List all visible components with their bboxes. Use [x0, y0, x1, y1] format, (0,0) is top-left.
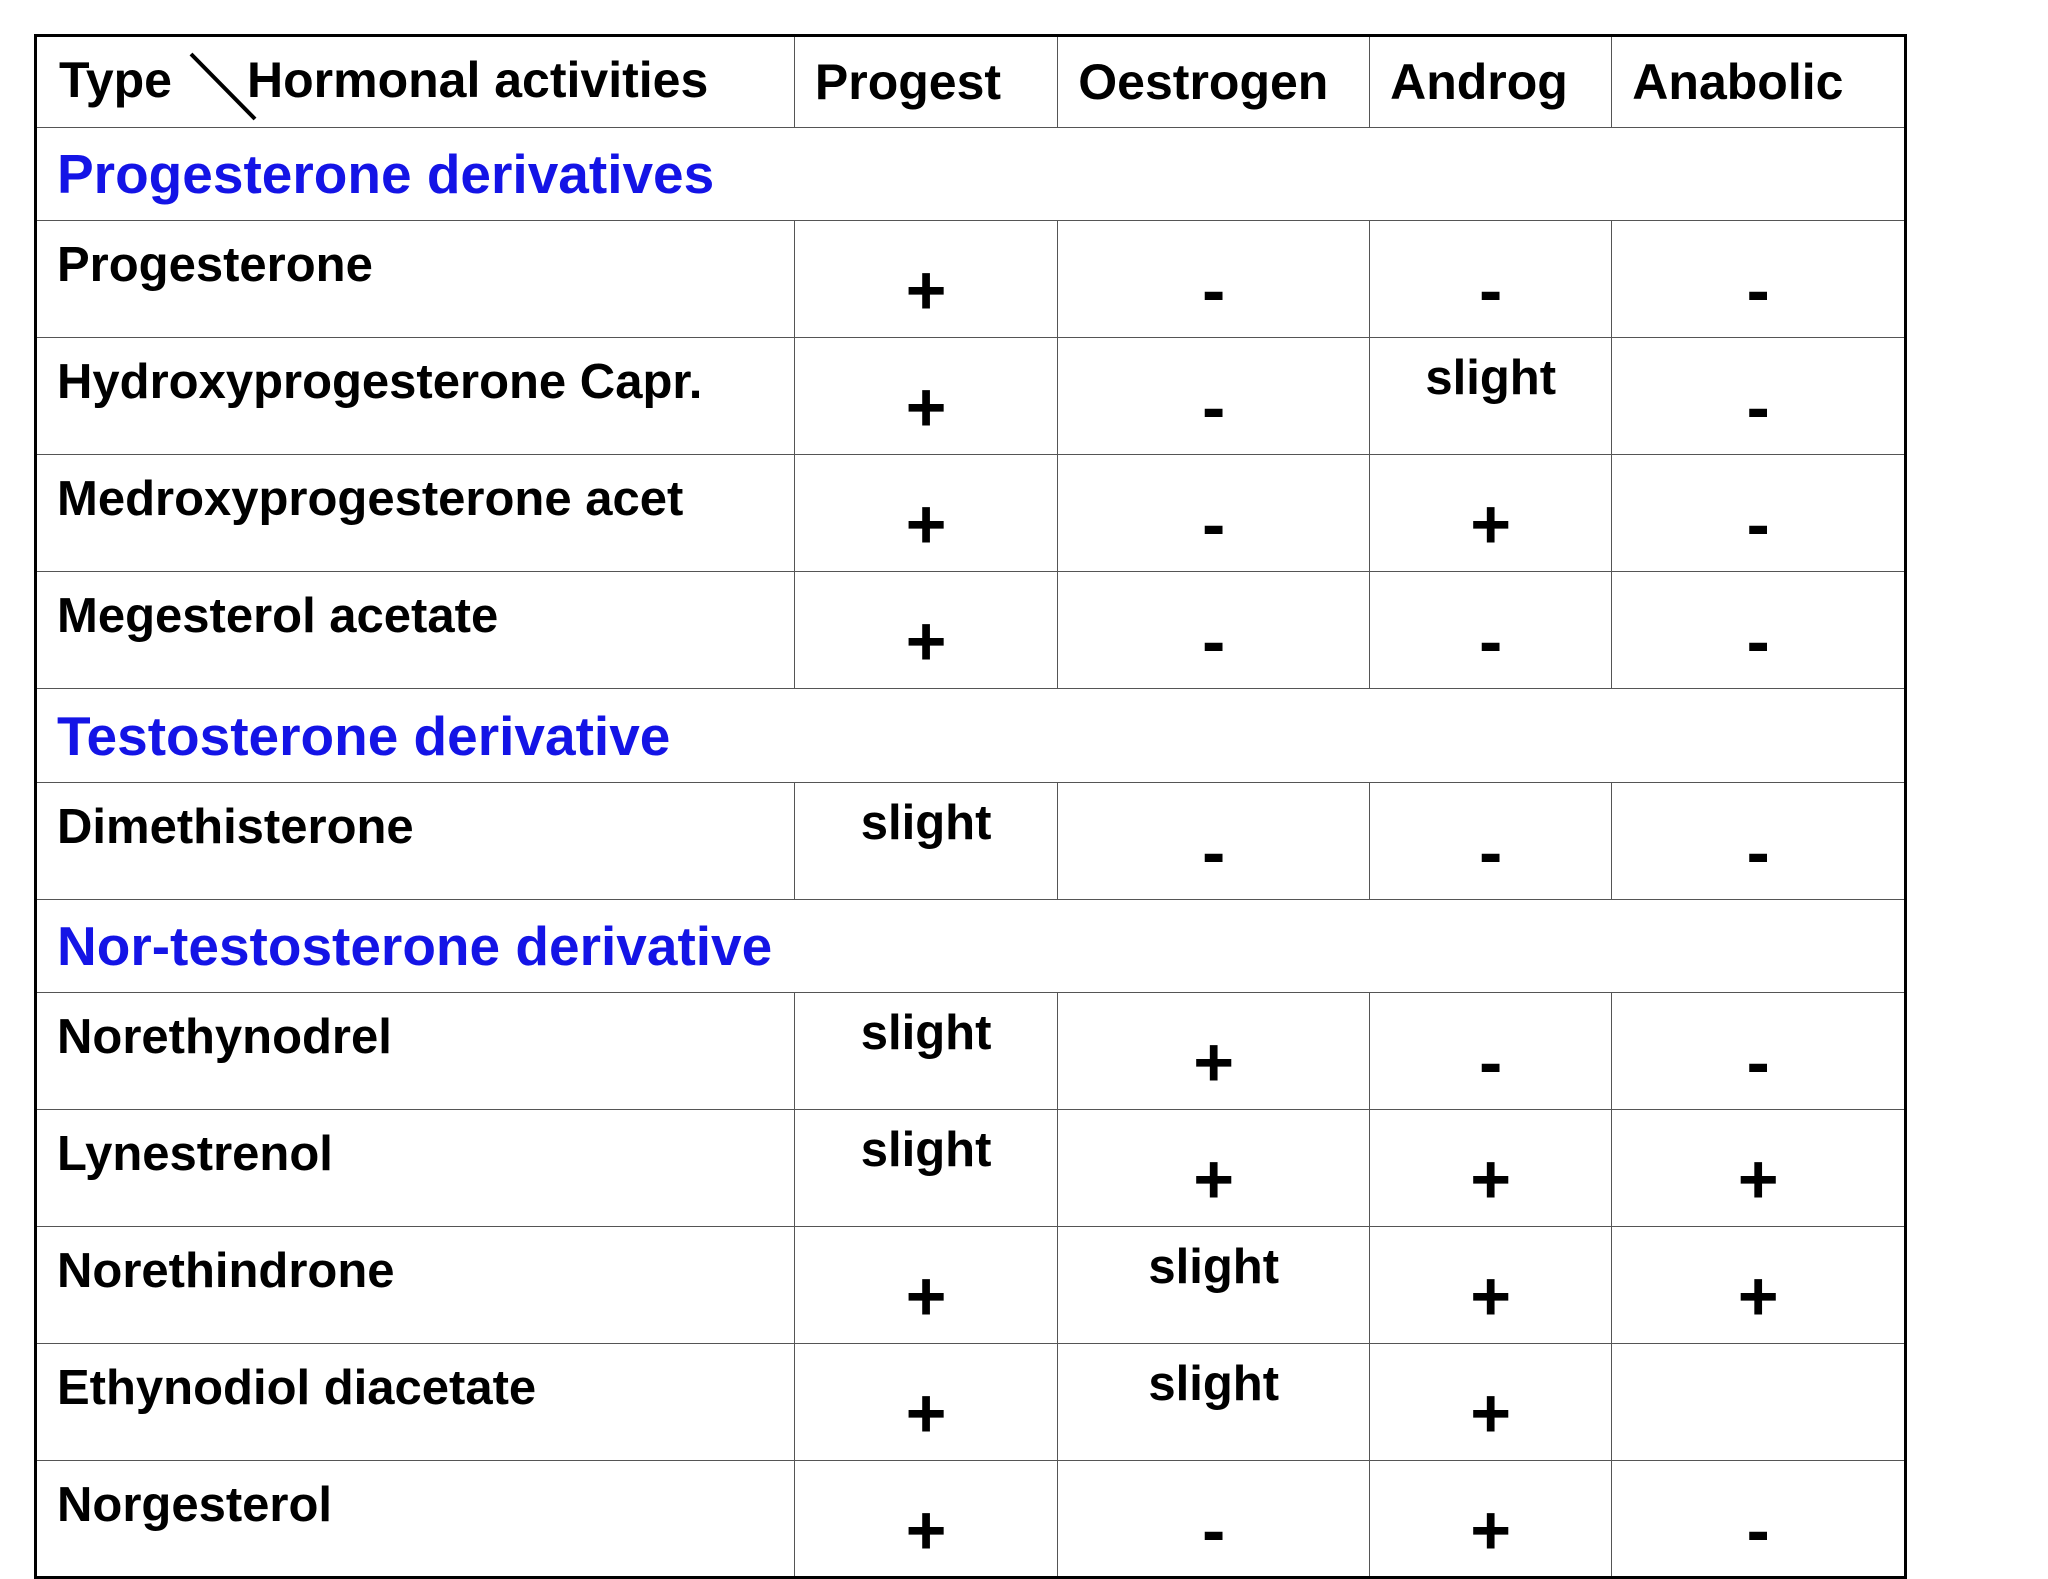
hormonal-activities-header-label: Hormonal activities — [247, 52, 709, 108]
progest-value: slight — [794, 993, 1057, 1110]
oestrogen-value: slight — [1058, 1344, 1370, 1461]
androg-value: + — [1370, 1110, 1612, 1227]
progest-value: + — [794, 572, 1057, 689]
anabolic-value: + — [1612, 1110, 1906, 1227]
androg-value: - — [1370, 572, 1612, 689]
column-header-oestrogen: Oestrogen — [1058, 36, 1370, 128]
oestrogen-value: - — [1058, 338, 1370, 455]
table-row — [36, 1461, 1906, 1578]
oestrogen-value: - — [1058, 1461, 1370, 1578]
drug-name: Norethindrone — [36, 1227, 795, 1344]
column-header-androg: Androg — [1370, 36, 1612, 128]
progest-value: + — [794, 338, 1057, 455]
anabolic-value: - — [1612, 572, 1906, 689]
progest-value: slight — [794, 1110, 1057, 1227]
anabolic-value — [1612, 1344, 1906, 1461]
drug-name: Norgesterol — [36, 1461, 795, 1578]
header-row — [36, 36, 1906, 128]
androg-value: + — [1370, 455, 1612, 572]
progest-value: slight — [794, 783, 1057, 900]
oestrogen-value: slight — [1058, 1227, 1370, 1344]
anabolic-value: - — [1612, 455, 1906, 572]
type-header-cell — [36, 36, 795, 128]
progest-value: + — [794, 1227, 1057, 1344]
androg-value: slight — [1370, 338, 1612, 455]
table-row — [36, 338, 1906, 455]
oestrogen-value: - — [1058, 783, 1370, 900]
anabolic-value: - — [1612, 1461, 1906, 1578]
column-header-progest: Progest — [794, 36, 1057, 128]
androg-value: + — [1370, 1461, 1612, 1578]
table-row — [36, 783, 1906, 900]
anabolic-value: - — [1612, 993, 1906, 1110]
table-row — [36, 993, 1906, 1110]
drug-name: Dimethisterone — [36, 783, 795, 900]
oestrogen-value: - — [1058, 221, 1370, 338]
type-header-label: Type — [59, 52, 172, 108]
anabolic-value: - — [1612, 338, 1906, 455]
oestrogen-value: - — [1058, 455, 1370, 572]
drug-name: Medroxyprogesterone acet — [36, 455, 795, 572]
oestrogen-value: - — [1058, 572, 1370, 689]
androg-value: - — [1370, 221, 1612, 338]
drug-name: Megesterol acetate — [36, 572, 795, 689]
drug-name: Hydroxyprogesterone Capr. — [36, 338, 795, 455]
androg-value: + — [1370, 1344, 1612, 1461]
table-row — [36, 1110, 1906, 1227]
table-row — [36, 221, 1906, 338]
column-header-anabolic: Anabolic — [1612, 36, 1906, 128]
anabolic-value: - — [1612, 221, 1906, 338]
androg-value: - — [1370, 783, 1612, 900]
table-row — [36, 1227, 1906, 1344]
progest-value: + — [794, 455, 1057, 572]
drug-name: Lynestrenol — [36, 1110, 795, 1227]
progest-value: + — [794, 221, 1057, 338]
oestrogen-value: + — [1058, 993, 1370, 1110]
drug-name: Norethynodrel — [36, 993, 795, 1110]
anabolic-value: + — [1612, 1227, 1906, 1344]
progest-value: + — [794, 1344, 1057, 1461]
group-title: Testosterone derivative — [36, 689, 1906, 783]
drug-name: Ethynodiol diacetate — [36, 1344, 795, 1461]
group-title: Progesterone derivatives — [36, 128, 1906, 221]
table-row — [36, 572, 1906, 689]
group-row-testosterone-derivative — [36, 689, 1906, 783]
group-title: Nor-testosterone derivative — [36, 900, 1906, 993]
drug-name: Progesterone — [36, 221, 795, 338]
oestrogen-value: + — [1058, 1110, 1370, 1227]
progest-value: + — [794, 1461, 1057, 1578]
androg-value: - — [1370, 993, 1612, 1110]
group-row-nor-testosterone-derivative — [36, 900, 1906, 993]
group-row-progesterone-derivatives — [36, 128, 1906, 221]
androg-value: + — [1370, 1227, 1612, 1344]
hormonal-activities-table — [34, 34, 1907, 1579]
anabolic-value: - — [1612, 783, 1906, 900]
table-row — [36, 455, 1906, 572]
table-row — [36, 1344, 1906, 1461]
